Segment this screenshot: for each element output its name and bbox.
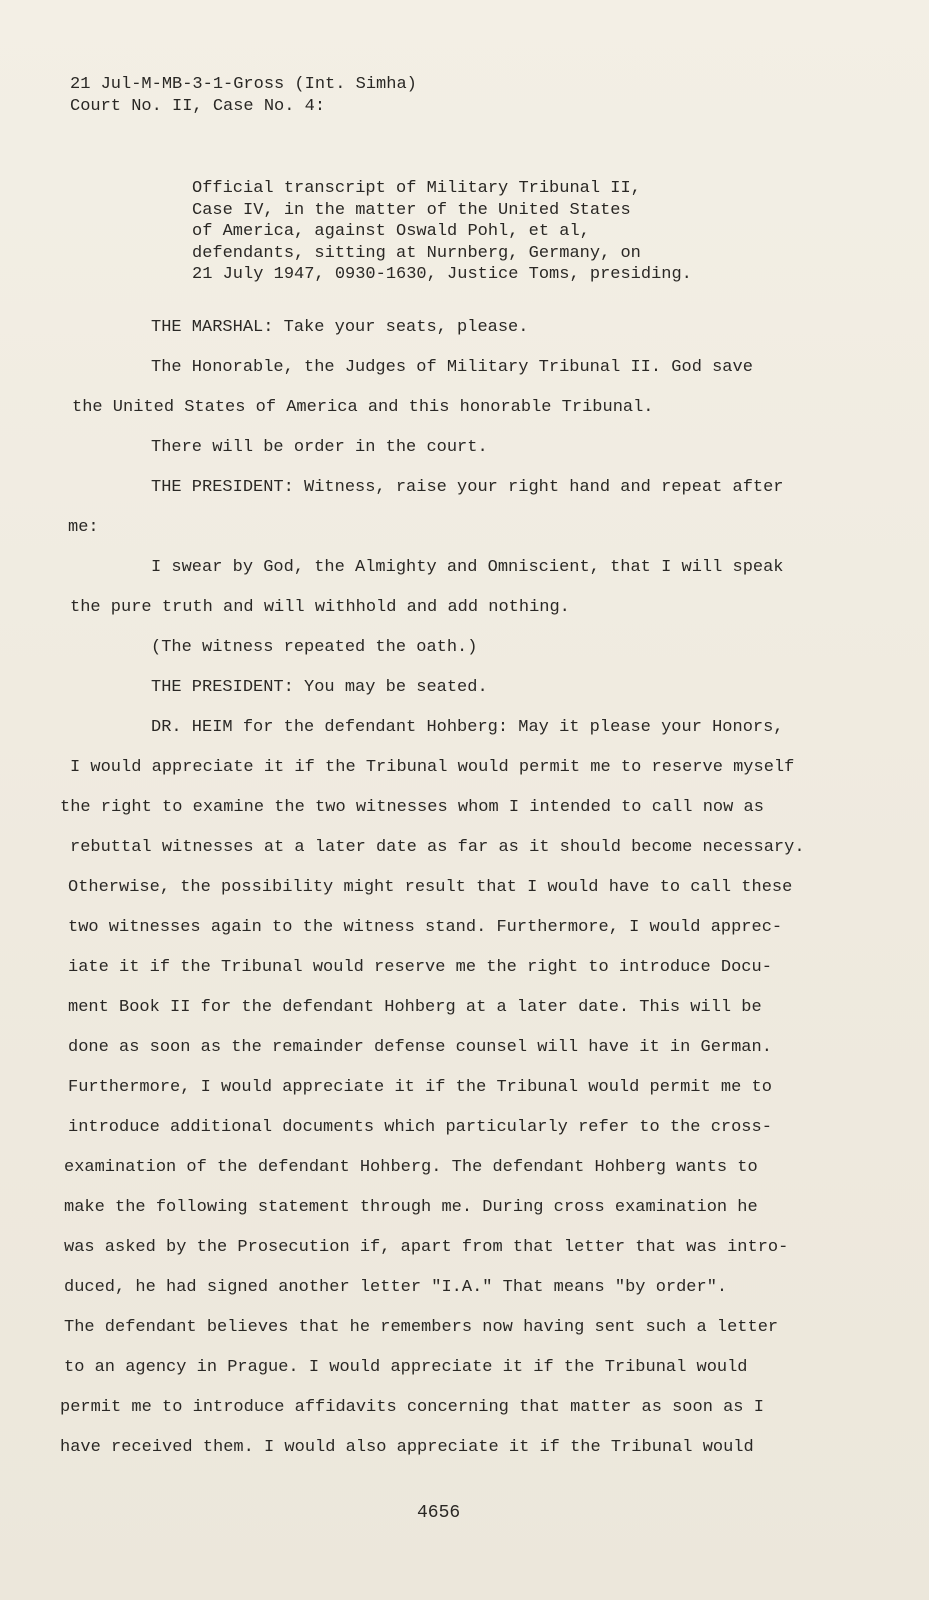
body-line: I would appreciate it if the Tribunal would permit me to reserve myself	[70, 758, 795, 777]
body-line: The defendant believes that he remembers now having sent such a letter	[64, 1318, 779, 1337]
body-line: the pure truth and will withhold and add nothing.	[70, 598, 570, 617]
body-line: the United States of America and this honorable Tribunal.	[72, 398, 654, 417]
body-line: ment Book II for the defendant Hohberg at a later date. This will be	[68, 998, 762, 1017]
body-line: permit me to introduce affidavits concerning that matter as soon as I	[60, 1398, 764, 1417]
header-court-line: Court No. II, Case No. 4:	[70, 97, 326, 116]
transcript-caption	[192, 178, 692, 286]
body-line: Furthermore, I would appreciate it if the Tribunal would permit me to	[68, 1078, 772, 1097]
body-line: done as soon as the remainder defense counsel will have it in German.	[68, 1038, 772, 1057]
body-line: THE PRESIDENT: Witness, raise your right hand and repeat after	[151, 478, 784, 497]
body-line: have received them. I would also appreciate it if the Tribunal would	[60, 1438, 754, 1457]
body-line: (The witness repeated the oath.)	[151, 638, 478, 657]
body-line: duced, he had signed another letter "I.A." That means "by order".	[64, 1278, 728, 1297]
caption-line: of America, against Oswald Pohl, et al,	[192, 222, 590, 241]
body-line: DR. HEIM for the defendant Hohberg: May it please your Honors,	[151, 718, 784, 737]
caption-line: 21 July 1947, 0930-1630, Justice Toms, presiding.	[192, 265, 692, 284]
body-line: two witnesses again to the witness stand. Furthermore, I would apprec-	[68, 918, 783, 937]
body-line: THE MARSHAL: Take your seats, please.	[151, 318, 529, 337]
body-line: to an agency in Prague. I would appreciate it if the Tribunal would	[64, 1358, 748, 1377]
body-line: THE PRESIDENT: You may be seated.	[151, 678, 488, 697]
body-line: me:	[68, 518, 99, 537]
body-line: the right to examine the two witnesses whom I intended to call now as	[60, 798, 764, 817]
body-line: The Honorable, the Judges of Military Tribunal II. God save	[151, 358, 753, 377]
body-line: I swear by God, the Almighty and Omniscient, that I will speak	[151, 558, 784, 577]
page-number: 4656	[417, 1503, 461, 1523]
document-header	[70, 74, 417, 118]
body-line: Otherwise, the possibility might result that I would have to call these	[68, 878, 793, 897]
caption-line: defendants, sitting at Nurnberg, Germany, on	[192, 243, 641, 263]
header-reference-line: 21 Jul-M-MB-3-1-Gross (Int. Simha)	[70, 75, 417, 94]
body-line: introduce additional documents which particularly refer to the cross-	[68, 1118, 772, 1137]
body-line: rebuttal witnesses at a later date as far as it should become necessary.	[70, 838, 805, 857]
body-line: was asked by the Prosecution if, apart from that letter that was intro-	[64, 1238, 789, 1257]
body-line: There will be order in the court.	[151, 438, 488, 457]
caption-line: Official transcript of Military Tribunal II,	[192, 179, 641, 198]
body-line: iate it if the Tribunal would reserve me the right to introduce Docu-	[68, 958, 772, 977]
body-line: make the following statement through me. During cross examination he	[64, 1198, 758, 1217]
caption-line: Case IV, in the matter of the United States	[192, 200, 631, 220]
body-line: examination of the defendant Hohberg. The defendant Hohberg wants to	[64, 1158, 758, 1177]
